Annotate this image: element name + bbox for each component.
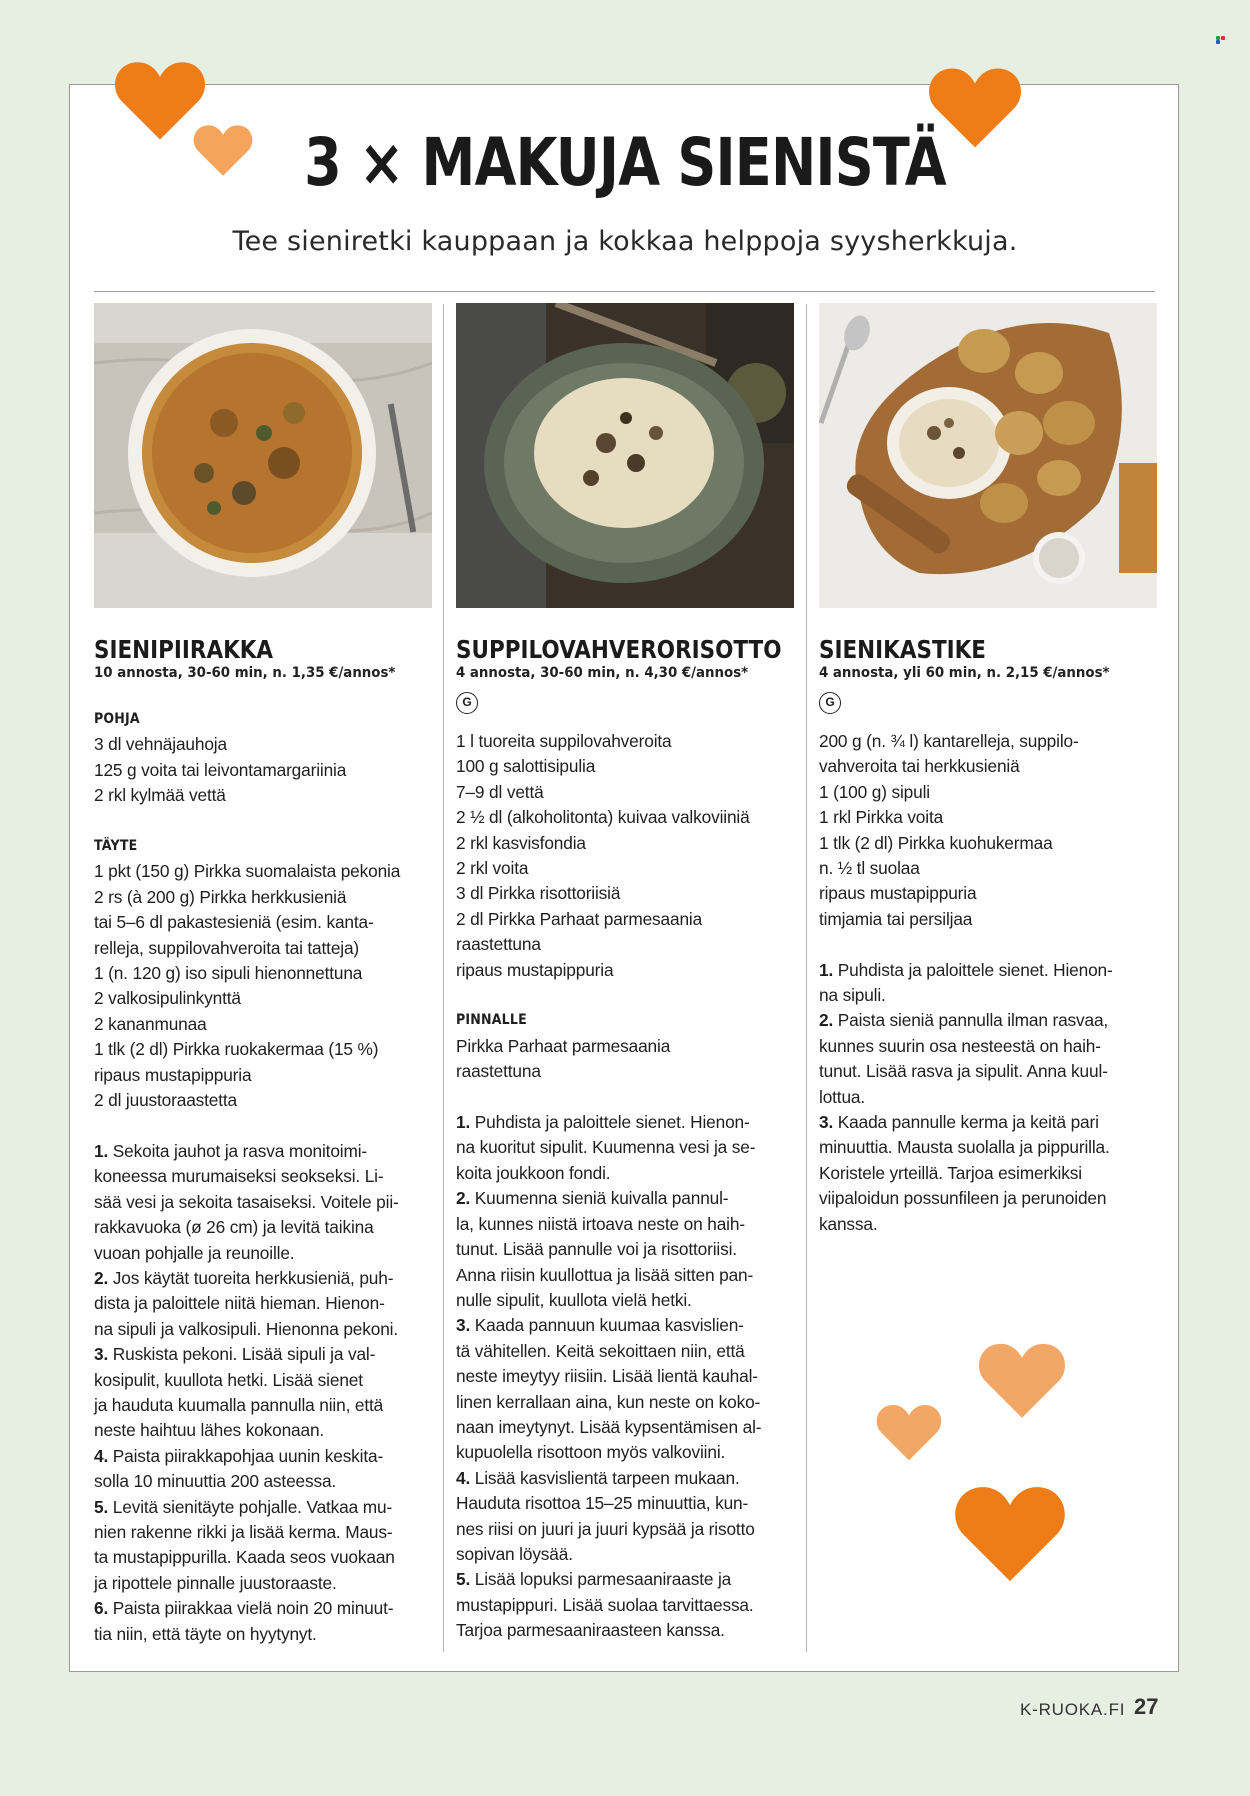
step-line: na sipuli.: [819, 985, 886, 1006]
page-title: 3 × MAKUJA SIENISTÄ: [304, 124, 946, 201]
step-number: 3.: [94, 1344, 109, 1365]
step-line: kupuolella risottoon myös valkoviini.: [456, 1442, 726, 1463]
step-text: Levitä sienitäyte pohjalle. Vatkaa mu-: [112, 1496, 393, 1517]
ingredient-line: vahveroita tai herkkusieniä: [819, 756, 1020, 777]
recipe-title: SIENIPIIRAKKA: [94, 635, 274, 664]
step-line: naan imeytynyt. Lisää kypsentämisen al-: [456, 1416, 762, 1437]
step-number: 1.: [94, 1140, 109, 1161]
step-number: 5.: [456, 1569, 471, 1590]
step-number: 2.: [819, 1010, 834, 1031]
recipe-body: [456, 729, 794, 1644]
step-number: 1.: [456, 1112, 471, 1133]
recipe-meta: 10 annosta, 30-60 min, n. 1,35 €/annos*: [94, 665, 396, 681]
step-line: [94, 1444, 432, 1469]
step-line: [94, 1139, 432, 1164]
step-number: 5.: [94, 1496, 109, 1517]
ingredient-line: 2 rkl kylmää vettä: [94, 785, 226, 806]
step-line: lottua.: [819, 1086, 866, 1107]
ingredient-line: 3 dl vehnäjauhoja: [94, 734, 227, 755]
heart-icon: [876, 1402, 942, 1462]
column-divider: [806, 304, 807, 1652]
footer-site-link[interactable]: K-RUOKA.FI: [1020, 1700, 1126, 1719]
step-line: [94, 1266, 432, 1291]
step-text: Lisää kasvislientä tarpeen mukaan.: [474, 1467, 740, 1488]
section-heading: TÄYTE: [94, 838, 138, 855]
print-mark: [1216, 36, 1226, 44]
ingredient-line: tai 5–6 dl pakastesieniä (esim. kanta-: [94, 912, 374, 933]
step-line: [94, 1342, 432, 1367]
step-line: kanssa.: [819, 1213, 878, 1234]
ingredient-line: ripaus mustapippuria: [819, 883, 977, 904]
step-line: la, kunnes niistä irtoava neste on haih-: [456, 1213, 745, 1234]
recipe-photo-risotto: [456, 303, 794, 608]
recipe-meta: 4 annosta, yli 60 min, n. 2,15 €/annos*: [819, 665, 1110, 681]
step-line: [456, 1313, 794, 1338]
column-divider: [443, 304, 444, 1652]
ingredient-line: 2 dl Pirkka Parhaat parmesaania: [456, 908, 703, 929]
step-line: neste haihtuu lähes kokonaan.: [94, 1420, 325, 1441]
step-line: koneessa murumaiseksi seokseksi. Li-: [94, 1166, 384, 1187]
step-line: ta mustapippurilla. Kaada seos vuokaan: [94, 1547, 395, 1568]
recipe-title: SIENIKASTIKE: [819, 635, 986, 664]
heart-icon: [954, 1482, 1066, 1584]
step-line: neste imeytyy riisiin. Lisää lientä kauhal-: [456, 1366, 758, 1387]
step-line: nes riisi on juuri ja juuri kypsää ja risotto: [456, 1518, 755, 1539]
recipe-column-sienikastike: [819, 303, 1157, 1237]
step-text: Jos käytät tuoreita herkkusieniä, puh-: [112, 1267, 394, 1288]
ingredient-line: raastettuna: [456, 1061, 541, 1082]
step-line: sopivan löysää.: [456, 1543, 573, 1564]
recipe-column-suppilovahverorisotto: [456, 303, 794, 1644]
step-line: [456, 1466, 794, 1491]
recipe-photo-mushroom-sauce: [819, 303, 1157, 608]
step-line: [94, 1596, 432, 1621]
ingredient-line: 1 l tuoreita suppilovahveroita: [456, 731, 672, 751]
step-number: 4.: [94, 1445, 109, 1466]
step-number: 4.: [456, 1467, 471, 1488]
page-number: 27: [1134, 1694, 1159, 1719]
ingredient-line: 125 g voita tai leivontamargariinia: [94, 759, 347, 780]
recipe-photo-mushroom-pie: [94, 303, 432, 608]
step-line: nien rakenne rikki ja lisää kerma. Maus-: [94, 1521, 393, 1542]
ingredient-line: 2 rs (à 200 g) Pirkka herkkusieniä: [94, 886, 347, 907]
step-line: Koristele yrteillä. Tarjoa esimerkiksi: [819, 1162, 1082, 1183]
ingredient-line: 3 dl Pirkka risottoriisiä: [456, 883, 621, 904]
ingredient-line: 2 kananmunaa: [94, 1013, 207, 1034]
gluten-free-badge: G: [456, 692, 478, 714]
step-text: Kaada pannuun kuumaa kasvislien-: [474, 1315, 744, 1336]
ingredient-line: 2 rkl kasvisfondia: [456, 832, 586, 853]
section-heading: POHJA: [94, 711, 140, 727]
step-line: Anna riisin kuullottua ja lisää sitten pan-: [456, 1264, 754, 1285]
step-line: Hauduta risottoa 15–25 minuuttia, kun-: [456, 1493, 749, 1514]
step-line: vuoan pohjalle ja reunoille.: [94, 1242, 295, 1263]
step-number: 6.: [94, 1598, 109, 1619]
step-number: 2.: [456, 1188, 471, 1209]
section-heading: PINNALLE: [456, 1012, 527, 1029]
step-line: ja hauduta kuumalla pannulla niin, että: [94, 1394, 384, 1415]
step-number: 2.: [94, 1267, 109, 1288]
recipe-body: [94, 707, 432, 1647]
step-number: 3.: [456, 1315, 471, 1336]
step-line: [94, 1495, 432, 1520]
step-line: linen kerrallaan aina, kun neste on koko-: [456, 1391, 761, 1412]
step-line: [819, 958, 1157, 983]
step-line: na kuoritut sipulit. Kuumenna vesi ja se-: [456, 1137, 756, 1158]
step-line: tä vähitellen. Keitä sekoittaen niin, että: [456, 1340, 745, 1361]
step-text: Paista piirakkaa vielä noin 20 minuut-: [112, 1598, 394, 1619]
ingredient-line: Pirkka Parhaat parmesaania: [456, 1035, 671, 1056]
step-line: na sipuli ja valkosipuli. Hienonna pekoni.: [94, 1318, 398, 1339]
ingredient-line: 2 dl juustoraastetta: [94, 1090, 238, 1111]
recipe-column-sienipiirakka: [94, 303, 432, 1647]
ingredient-line: 1 (100 g) sipuli: [819, 781, 930, 802]
ingredient-line: 1 tlk (2 dl) Pirkka ruokakermaa (15 %): [94, 1039, 379, 1060]
step-line: [456, 1186, 794, 1211]
heart-icon: [978, 1340, 1066, 1420]
ingredient-line: timjamia tai persiljaa: [819, 908, 973, 929]
step-line: [819, 1008, 1157, 1033]
step-text: Puhdista ja paloittele sienet. Hienon-: [837, 959, 1113, 980]
step-line: sää vesi ja sekoita tasaiseksi. Voitele pii-: [94, 1191, 399, 1212]
ingredient-line: 7–9 dl vettä: [456, 781, 544, 802]
step-line: minuuttia. Mausta suolalla ja pippurilla.: [819, 1137, 1110, 1158]
step-line: kunnes suurin osa nesteestä on haih-: [819, 1035, 1101, 1056]
ingredient-line: 2 ½ dl (alkoholitonta) kuivaa valkoviiniä: [456, 807, 750, 828]
step-line: dista ja paloittele niitä hieman. Hienon-: [94, 1293, 385, 1314]
step-line: tunut. Lisää rasva ja sipulit. Anna kuul-: [819, 1061, 1108, 1082]
step-number: 1.: [819, 959, 834, 980]
ingredient-line: ripaus mustapippuria: [456, 959, 614, 980]
step-text: Kaada pannulle kerma ja keitä pari: [837, 1112, 1099, 1133]
page-subtitle: Tee sieniretki kauppaan ja kokkaa helppoja syysherkkuja.: [232, 226, 1018, 257]
step-line: viipaloidun possunfileen ja perunoiden: [819, 1188, 1107, 1209]
step-text: Lisää lopuksi parmesaaniraaste ja: [474, 1569, 732, 1590]
ingredient-line: n. ½ tl suolaa: [819, 858, 920, 879]
step-text: Paista sieniä pannulla ilman rasvaa,: [837, 1010, 1109, 1031]
ingredient-line: raastettuna: [456, 934, 541, 955]
step-line: kosipulit, kuullota hetki. Lisää sienet: [94, 1369, 363, 1390]
step-line: nulle sipulit, kuullota vielä hetki.: [456, 1289, 692, 1310]
step-line: tunut. Lisää pannulle voi ja risottoriisi.: [456, 1239, 737, 1260]
step-line: ja ripottele pinnalle juustoraaste.: [94, 1572, 337, 1593]
ingredient-line: 200 g (n. ¾ l) kantarelleja, suppilo-: [819, 731, 1079, 751]
recipe-title: SUPPILOVAHVERORISOTTO: [456, 635, 782, 664]
step-text: Ruskista pekoni. Lisää sipuli ja val-: [112, 1344, 376, 1365]
ingredient-line: 1 tlk (2 dl) Pirkka kuohukermaa: [819, 832, 1053, 853]
step-line: Tarjoa parmesaaniraasteen kanssa.: [456, 1620, 725, 1641]
step-line: mustapippuri. Lisää suolaa tarvittaessa.: [456, 1594, 754, 1615]
step-number: 3.: [819, 1112, 834, 1133]
step-line: koita joukkoon fondi.: [456, 1162, 611, 1183]
ingredient-line: 2 rkl voita: [456, 858, 529, 879]
ingredient-line: ripaus mustapippuria: [94, 1064, 252, 1085]
step-line: [456, 1567, 794, 1592]
ingredient-line: 1 (n. 120 g) iso sipuli hienonnettuna: [94, 963, 363, 984]
recipe-body: [819, 729, 1157, 1237]
step-line: rakkavuoka (ø 26 cm) ja levitä taikina: [94, 1217, 374, 1238]
ingredient-line: 2 valkosipulinkynttä: [94, 988, 241, 1009]
step-line: solla 10 minuuttia 200 asteessa.: [94, 1471, 337, 1492]
ingredient-line: 100 g salottisipulia: [456, 756, 596, 777]
ingredient-line: 1 pkt (150 g) Pirkka suomalaista pekonia: [94, 861, 401, 882]
gluten-free-badge: G: [819, 692, 841, 714]
step-text: Paista piirakkapohjaa uunin keskita-: [112, 1445, 384, 1466]
header-divider: [94, 291, 1155, 292]
step-text: Puhdista ja paloittele sienet. Hienon-: [474, 1112, 750, 1133]
step-line: tia niin, että täyte on hyytynyt.: [94, 1623, 317, 1644]
step-line: [456, 1110, 794, 1135]
ingredient-line: relleja, suppilovahveroita tai tatteja): [94, 937, 360, 958]
recipe-meta: 4 annosta, 30-60 min, n. 4,30 €/annos*: [456, 665, 749, 681]
step-text: Sekoita jauhot ja rasva monitoimi-: [112, 1140, 368, 1161]
step-line: [819, 1110, 1157, 1135]
ingredient-line: 1 rkl Pirkka voita: [819, 807, 944, 828]
step-text: Kuumenna sieniä kuivalla pannul-: [474, 1188, 729, 1209]
